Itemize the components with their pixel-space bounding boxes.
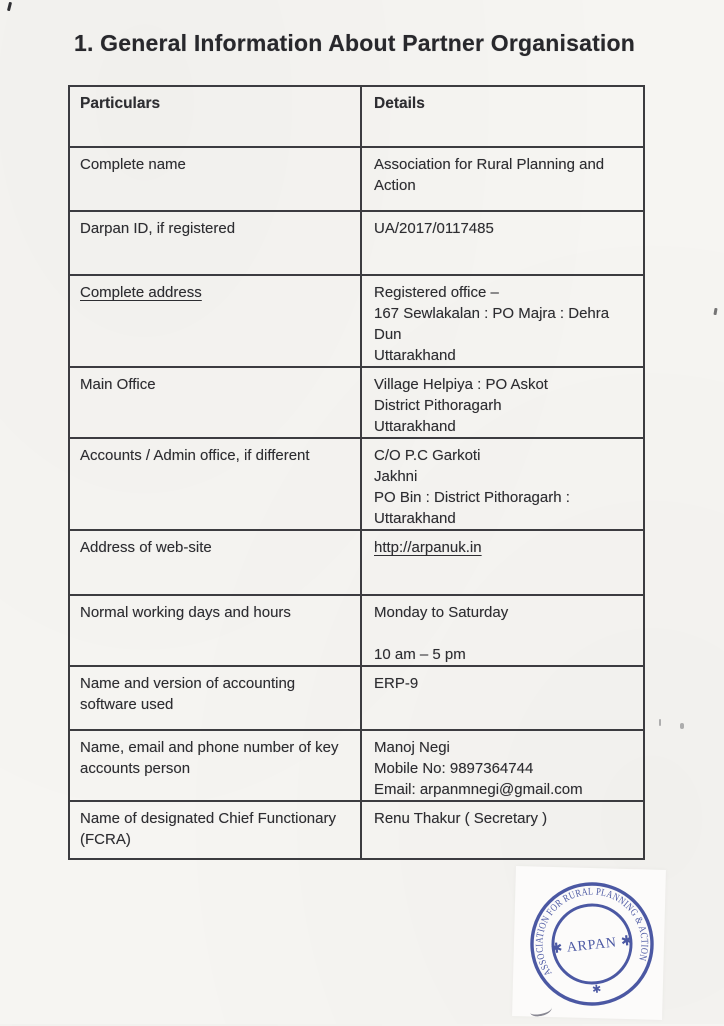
table-row-chief-functionary — [70, 800, 643, 858]
table-row-website — [70, 529, 643, 594]
table-row-working-days — [70, 594, 643, 665]
row-label: Name of designated Chief Functionary (FCRA) — [70, 802, 362, 858]
detail-line: Email: arpanmnegi@gmail.com — [374, 781, 583, 798]
scan-artifact — [7, 2, 12, 11]
page-title: 1. General Information About Partner Organisation — [74, 30, 636, 56]
row-label — [70, 276, 362, 366]
table-row-complete-address — [70, 274, 643, 366]
detail-line: Association for Rural Planning and — [374, 156, 605, 173]
stamp-ring-text: ASSOCIATION FOR RURAL PLANNING & ACTION — [534, 886, 650, 978]
detail-line: Uttarakhand — [374, 347, 456, 364]
general-information-table — [68, 85, 645, 860]
detail-line: Uttarakhand — [374, 510, 456, 527]
table-row-key-accounts-person — [70, 729, 643, 800]
row-label: Name and version of accounting software used — [70, 667, 362, 729]
row-details — [362, 731, 643, 800]
detail-line: Monday to Saturday — [374, 604, 509, 621]
row-label: Main Office — [70, 368, 362, 437]
detail-line-blank — [374, 623, 633, 644]
detail-line: ERP-9 — [374, 675, 419, 692]
stamp-bottom-star: ✱ — [591, 983, 603, 997]
organisation-stamp-icon — [510, 862, 675, 1026]
detail-line: Uttarakhand — [374, 418, 456, 435]
table-row-accounts-admin-office — [70, 437, 643, 529]
svg-text:ASSOCIATION FOR RURAL PLANNING — [529, 881, 652, 979]
detail-line: C/O P.C Garkoti — [374, 447, 481, 464]
row-details — [362, 667, 643, 729]
row-details — [362, 531, 643, 594]
row-details — [362, 148, 643, 210]
table-header-row — [70, 87, 643, 146]
row-label: Normal working days and hours — [70, 596, 362, 665]
scan-artifact — [713, 308, 717, 315]
header-particulars: Particulars — [70, 87, 362, 146]
detail-line: Action — [374, 177, 416, 194]
detail-line: Manoj Negi — [374, 739, 450, 756]
header-details: Details — [374, 95, 425, 112]
table-row-main-office — [70, 366, 643, 437]
detail-line: Jakhni — [374, 468, 418, 485]
table-row-complete-name — [70, 146, 643, 210]
row-details — [362, 802, 643, 858]
row-details — [362, 596, 643, 665]
row-label: Complete name — [70, 148, 362, 210]
detail-line: Village Helpiya : PO Askot — [374, 376, 548, 393]
detail-line: Registered office – — [374, 284, 499, 301]
underlined-label: Complete address — [80, 284, 202, 301]
detail-line: Renu Thakur ( Secretary ) — [374, 810, 548, 827]
row-label: Darpan ID, if registered — [70, 212, 362, 274]
detail-line: 167 Sewlakalan : PO Majra : Dehra Dun — [374, 305, 610, 343]
website-url: http://arpanuk.in — [374, 539, 482, 556]
scan-artifact — [680, 723, 684, 729]
row-details — [362, 368, 643, 437]
row-label: Name, email and phone number of key accounts person — [70, 731, 362, 800]
row-label: Address of web-site — [70, 531, 362, 594]
detail-line: District Pithoragarh — [374, 397, 502, 414]
table-row-accounting-software — [70, 665, 643, 729]
scan-artifact — [659, 719, 661, 726]
detail-line: PO Bin : District Pithoragarh : — [374, 489, 570, 506]
detail-line: 10 am – 5 pm — [374, 646, 466, 663]
row-details — [362, 276, 643, 366]
row-details — [362, 439, 643, 529]
table-row-darpan-id — [70, 210, 643, 274]
stamp-center-text: ✱ ARPAN ✱ — [550, 933, 635, 958]
row-label: Accounts / Admin office, if different — [70, 439, 362, 529]
row-details — [362, 212, 643, 274]
detail-line: Mobile No: 9897364744 — [374, 760, 534, 777]
detail-line: UA/2017/0117485 — [374, 220, 494, 237]
